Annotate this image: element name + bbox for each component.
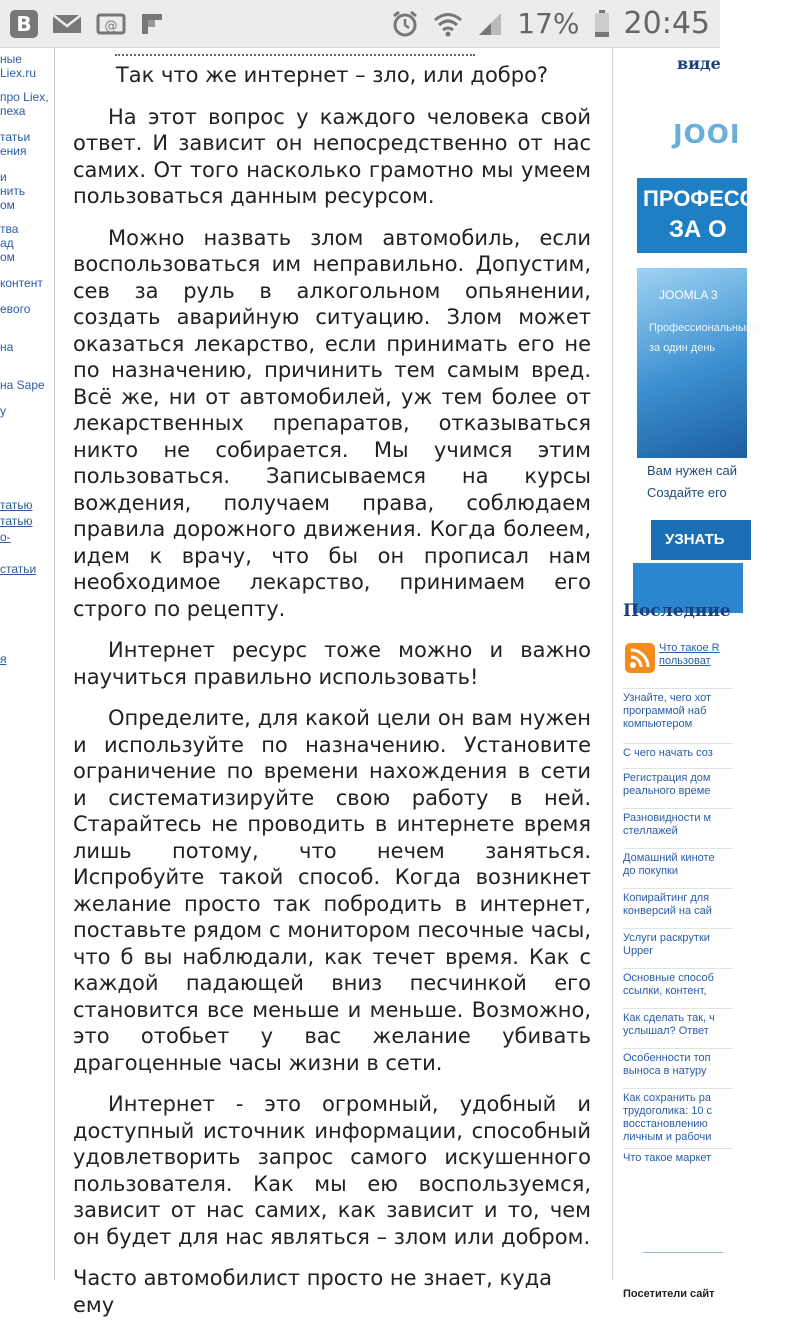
left-link[interactable]: татьи — [0, 130, 31, 144]
left-link[interactable]: нить — [0, 184, 26, 198]
left-link[interactable]: ом — [0, 250, 15, 264]
ad-title: ПРОФЕССИО — [643, 186, 788, 211]
recent-post-line: Домашний киноте — [623, 852, 715, 864]
recent-post-line: Основные способ — [623, 972, 714, 984]
ad-text-line: Вам нужен сай — [647, 463, 737, 478]
cell-signal-icon — [477, 11, 503, 37]
recent-post-link[interactable] — [623, 688, 733, 731]
alarm-clock-icon — [391, 10, 419, 38]
article-paragraph: Можно назвать злом автомобиль, если воспользоваться им неправильно. Допустим, сев за руль в алкогольном опьянении, создать аварийную ситуацию. Злом может оказаться лекарство, если принимать его не по назначению, причинить тем самым вред. Всё же, ни от автомобилей, уж тем более от лекарственных препаратов, отказываться никто не собирается. Мы учимся этим пользоваться. Записываемся на курсы вождения, получаем права, соблюдаем правила дорожного движения. Когда болеем, идем к врачу, что бы он прописал нам необходимое лекарство, принимаем его строго по рецепту. — [73, 225, 591, 621]
recent-post-line: до покупки — [623, 865, 679, 877]
recent-post-link[interactable] — [623, 1048, 733, 1078]
video-heading: виде — [677, 54, 721, 73]
article-paragraph: На этот вопрос у каждого человека свой ответ. И зависит он непосредственно от нас самих. От того насколько грамотно мы умеем пользоваться данным ресурсом. — [73, 104, 591, 208]
recent-post-line: Что такое R — [659, 642, 720, 654]
left-link[interactable]: ом — [0, 198, 15, 212]
recent-post-line: Что такое маркет — [623, 1152, 712, 1164]
rss-icon — [625, 643, 655, 673]
system-icons — [391, 6, 710, 41]
recent-post-link[interactable] — [623, 808, 733, 838]
recent-post-line: стеллажей — [623, 825, 678, 837]
recent-post-link[interactable] — [623, 888, 733, 918]
divider — [643, 1252, 723, 1253]
recent-post-line: личным и рабочи — [623, 1131, 712, 1143]
recent-posts-heading: Последние — [623, 601, 731, 621]
recent-post-line: Услуги раскрутки — [623, 932, 710, 944]
recent-post-link[interactable] — [623, 928, 733, 958]
recent-post-line: трудоголика: 10 с — [623, 1105, 712, 1117]
recent-post-link[interactable] — [623, 768, 733, 798]
recent-post-line: конверсий на сай — [623, 905, 712, 917]
recent-post-line: выноса в натуру — [623, 1065, 707, 1077]
ad-logo: JOOI — [673, 120, 741, 150]
left-sidebar — [0, 48, 55, 1280]
battery-percent: 17% — [517, 7, 580, 40]
left-link[interactable]: ад — [0, 236, 14, 250]
cut-off-text-line — [115, 38, 475, 56]
recent-post-line: Копирайтинг для — [623, 892, 710, 904]
recent-post-line: реального време — [623, 785, 711, 797]
mail-icon — [52, 12, 82, 36]
left-link[interactable]: я — [0, 652, 7, 666]
recent-post-line: Как сохранить ра — [623, 1092, 712, 1104]
recent-post-line: Узнайте, чего хот — [623, 692, 711, 704]
recent-post-line: Регистрация дом — [623, 772, 711, 784]
left-link[interactable]: тва — [0, 222, 19, 236]
recent-post-link[interactable] — [659, 642, 720, 668]
article-paragraph: Интернет ресурс тоже можно и важно научиться правильно использовать! — [73, 638, 591, 689]
recent-post-line: ссылки, контент, — [623, 985, 707, 997]
svg-text:@: @ — [104, 18, 118, 34]
recent-post-line: Разновидности м — [623, 812, 712, 824]
recent-post-line: восстановлению — [623, 1118, 708, 1130]
left-link[interactable]: пеха — [0, 104, 26, 118]
recent-post-line: Как сделать так, ч — [623, 1012, 715, 1024]
left-link[interactable]: ения — [0, 144, 27, 158]
left-link[interactable]: и — [0, 170, 7, 184]
left-link[interactable]: евого — [0, 302, 31, 316]
recent-post-line: Особенности топ — [623, 1052, 711, 1064]
recent-post-link[interactable] — [623, 848, 733, 878]
left-link[interactable]: ные — [0, 52, 22, 66]
recent-post-line: компьютером — [623, 718, 693, 730]
battery-icon — [594, 10, 610, 38]
email-at-icon — [96, 11, 126, 37]
left-link[interactable]: статьи — [0, 562, 37, 576]
recent-post-line: С чего начать соз — [623, 747, 713, 759]
joomla-ad-banner[interactable] — [623, 108, 788, 608]
article-paragraph: Интернет - это огромный, удобный и доступный источник информации, способный удовлетворить запрос самого искушенного пользователя. Как мы ею воспользуемся, зависит от нас самих, как зависит и то, чем он будет для нас являться – злом или добром. — [73, 1092, 591, 1249]
clock-time: 20:45 — [623, 6, 710, 41]
recent-post-link[interactable] — [623, 1148, 733, 1165]
article-paragraph: Часто автомобилист просто не знает, куда ему — [73, 1266, 553, 1317]
recent-post-line: Upper — [623, 945, 653, 957]
left-link[interactable]: у — [0, 404, 6, 418]
recent-post-link[interactable] — [623, 1008, 733, 1038]
recent-post-line: пользоват — [659, 655, 711, 667]
left-link[interactable]: на Sape — [0, 378, 45, 392]
recent-post-line: программой наб — [623, 705, 707, 717]
recent-post-line: услышал? Ответ — [623, 1025, 709, 1037]
ad-learn-more-button[interactable]: УЗНАТЬ — [651, 520, 751, 560]
recent-post-link[interactable] — [623, 968, 733, 998]
article-body — [73, 62, 591, 1333]
ad-subtitle: ЗА О — [669, 216, 727, 243]
left-link[interactable]: на — [0, 340, 14, 354]
left-link[interactable]: контент — [0, 276, 43, 290]
ad-box-text: Профессиональный с — [649, 322, 761, 334]
article-question: Так что же интернет – зло, или добро? — [115, 63, 549, 87]
ad-box-text: за один день — [649, 342, 716, 354]
wifi-icon — [433, 11, 463, 37]
notification-icons — [10, 10, 164, 38]
vk-icon: B — [10, 10, 38, 38]
recent-post-link[interactable] — [623, 743, 733, 760]
left-link[interactable]: про Liex, — [0, 90, 49, 104]
left-link[interactable]: татью — [0, 514, 33, 528]
article-paragraph: Определите, для какой цели он вам нужен и используйте по назначению. Установите ограничение по времени нахождения в сети и систематизируйте свою работу в ней. Старайтесь не проводить в интернете время лишь потому, что нечем заняться. Испробуйте такой способ. Когда возникнет желание просто так побродить в интернет, поставьте рядом с монитором песочные часы, что б вы наблюдали, как течет время. Как с каждой падающей вниз песчинкой его становится все меньше и меньше. Возможно, это отобьет у вас желание убивать драгоценные часы жизни в сети. — [73, 706, 591, 1075]
ad-box-label: JOOMLA 3 — [659, 288, 718, 302]
flipboard-icon — [140, 12, 164, 36]
recent-post-link[interactable] — [623, 1088, 733, 1144]
left-link[interactable]: о- — [0, 530, 11, 544]
visitors-heading: Посетители сайт — [623, 1288, 715, 1300]
left-link[interactable]: Liex.ru — [0, 66, 37, 80]
article-column — [55, 48, 613, 1317]
right-sidebar — [613, 48, 788, 1300]
left-link[interactable]: татью — [0, 498, 33, 512]
ad-text-line: Создайте его — [647, 485, 727, 500]
